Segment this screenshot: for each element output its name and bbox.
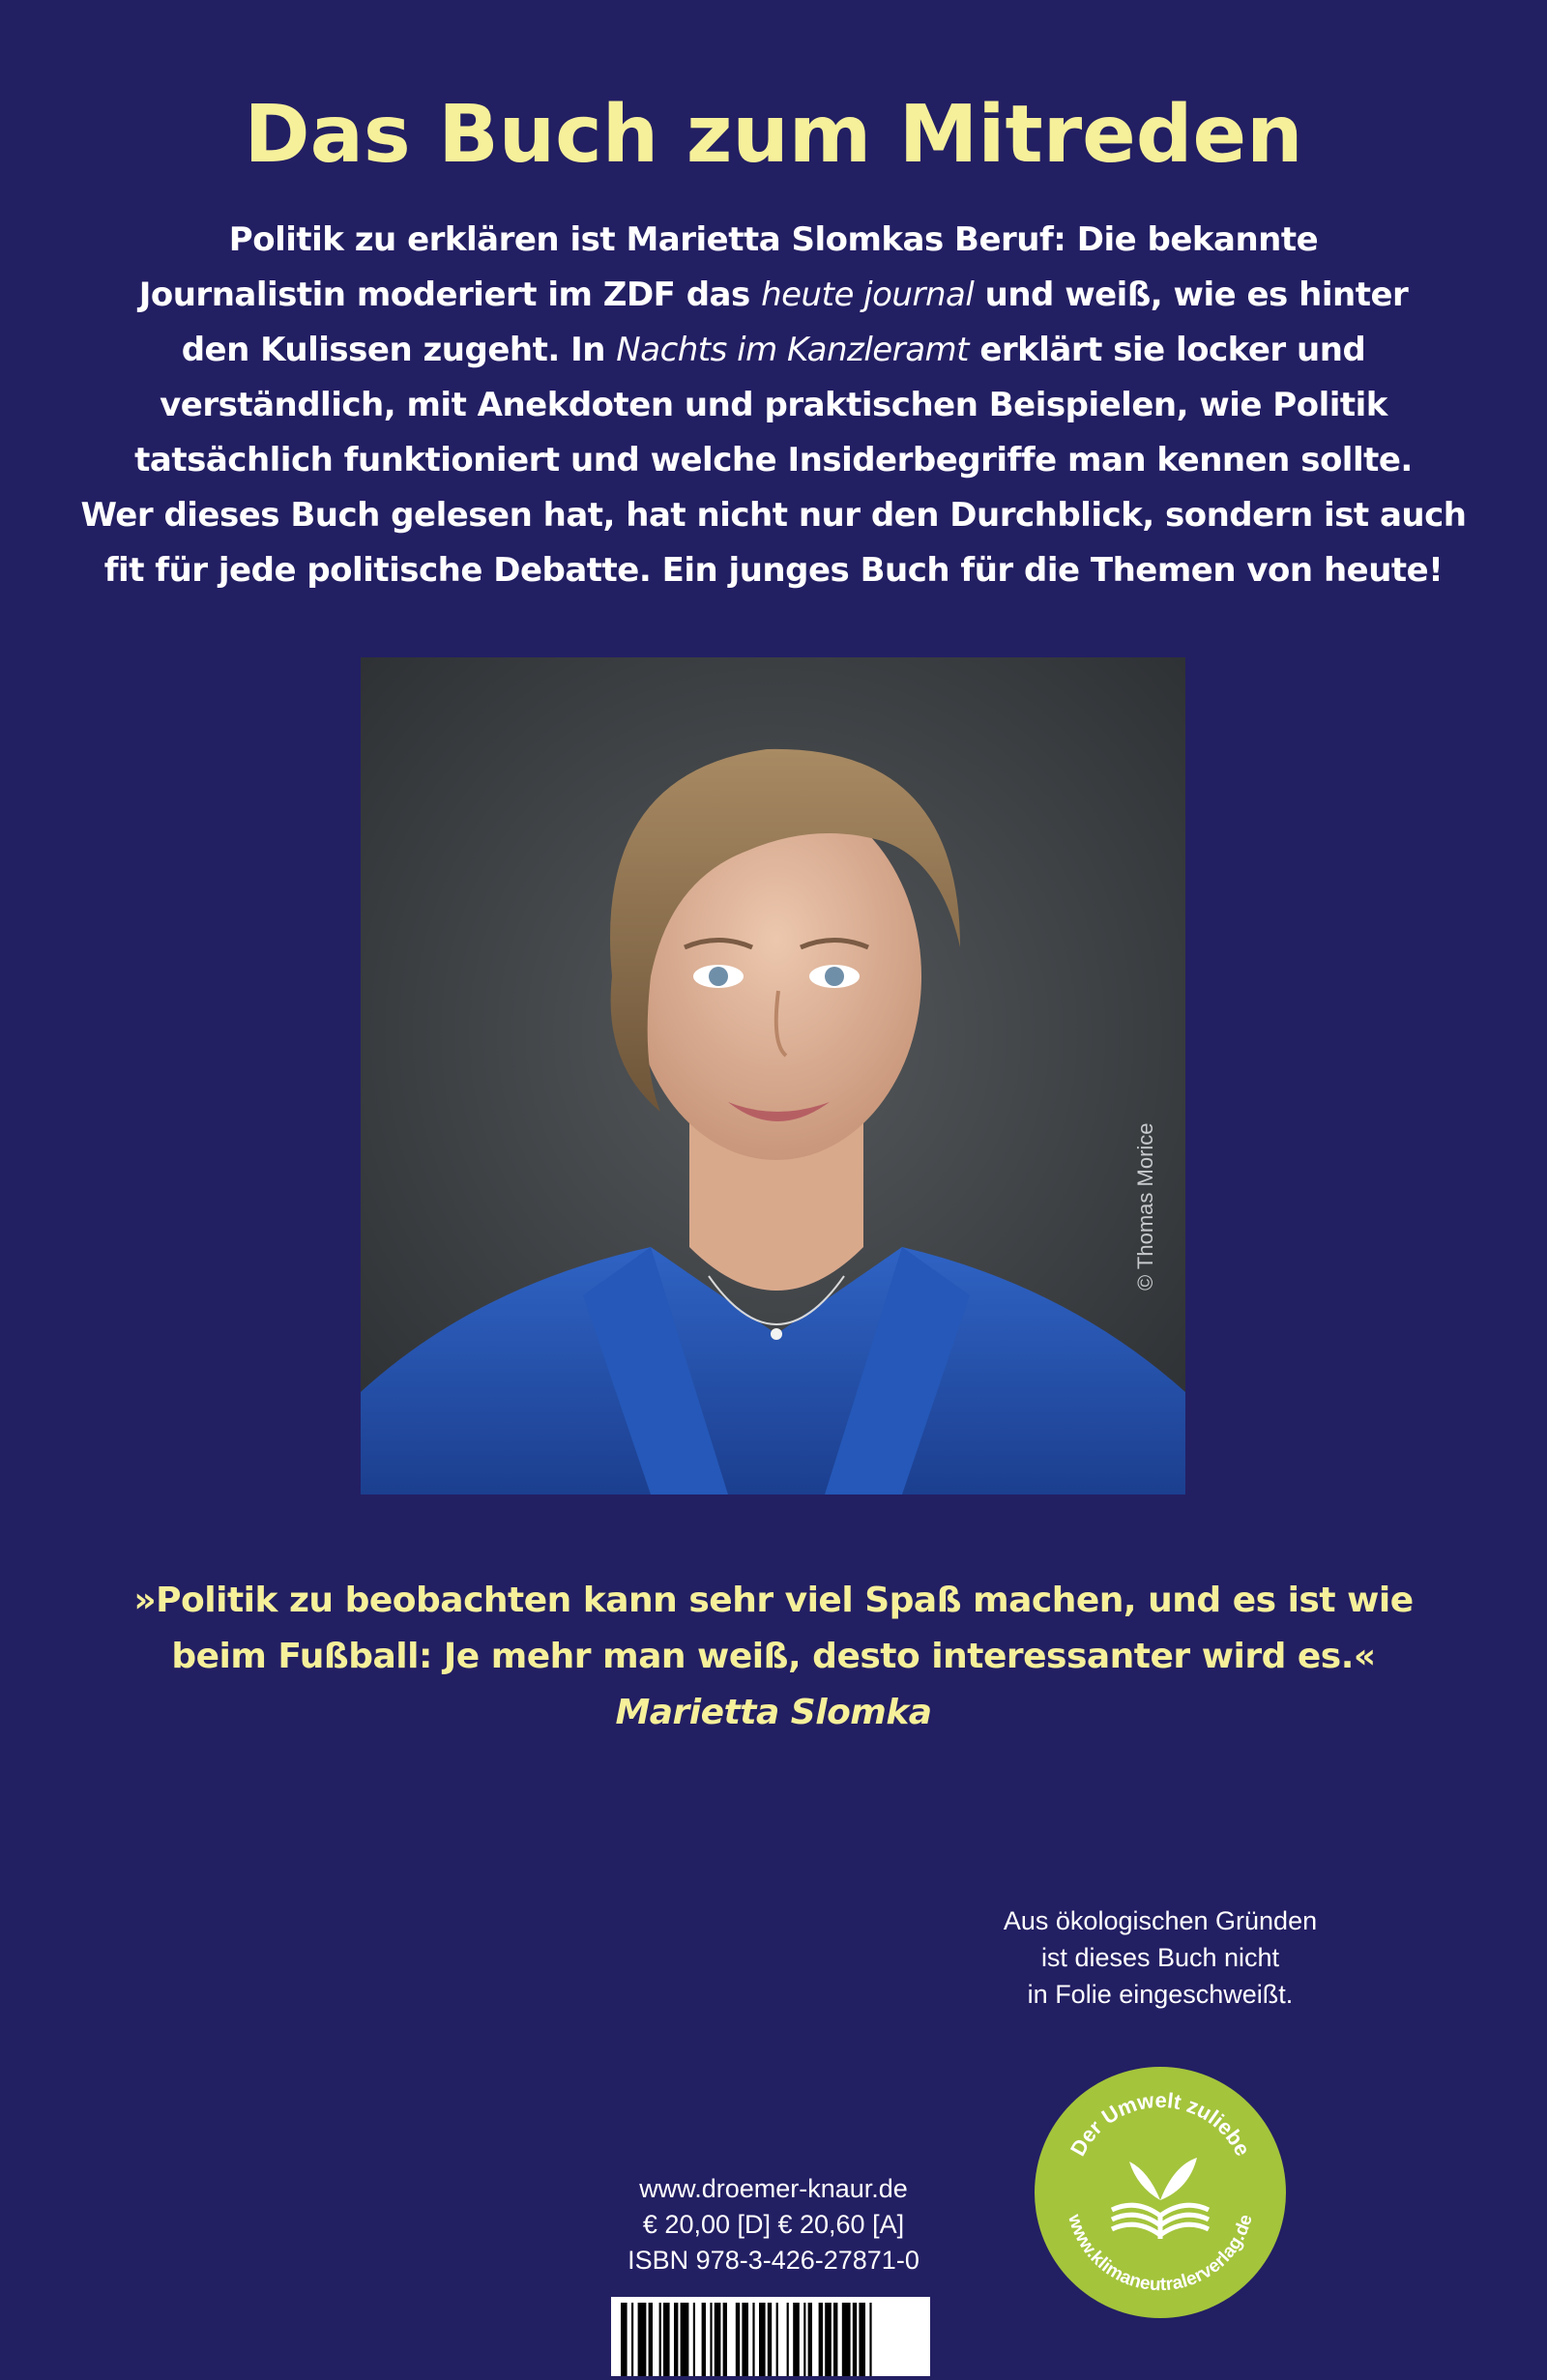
eco-line: ist dieses Buch nicht: [1040, 1943, 1280, 1972]
barcode-bar: [659, 2303, 661, 2376]
blurb-line: Politik zu erklären ist Marietta Slomkas Beruf: Die bekannte: [228, 220, 1319, 259]
barcode-bar: [663, 2303, 670, 2376]
blurb-emphasis: Nachts im Kanzleramt: [616, 331, 969, 369]
blurb-line: Wer dieses Buch gelesen hat, hat nicht nur den Durchblick, sondern ist auch: [80, 496, 1467, 535]
portrait-illustration: [361, 657, 1185, 1495]
photo-credit-text: © Thomas Morice: [1133, 1122, 1157, 1291]
author-quote: [0, 1573, 1547, 1741]
barcode-bar: [776, 2303, 778, 2376]
barcode-bar: [702, 2303, 706, 2376]
barcode-bar: [819, 2303, 823, 2376]
barcode-bar: [631, 2303, 633, 2376]
blurb-line: fit für jede politische Debatte. Ein junges Buch für die Themen von heute!: [103, 551, 1444, 590]
barcode-bar: [793, 2303, 800, 2376]
blurb-segment: Journalistin moderiert im ZDF das: [138, 276, 762, 314]
barcode-bar: [681, 2303, 689, 2376]
barcode-bar: [842, 2303, 851, 2376]
barcode-bar: [742, 2303, 748, 2376]
blurb-line: tatsächlich funktioniert und welche Insiderbegriffe man kennen sollte.: [134, 441, 1413, 479]
quote-line: »Politik zu beobachten kann sehr viel Spaß machen, und es ist wie: [133, 1581, 1414, 1620]
price: € 20,00 [D] € 20,60 [A]: [642, 2210, 905, 2239]
barcode-bar: [638, 2303, 647, 2376]
blurb-text: [0, 213, 1547, 598]
blurb-segment: und weiß, wie es hinter: [974, 276, 1409, 314]
barcode-bar: [859, 2303, 865, 2376]
barcode-bar: [723, 2303, 727, 2376]
blurb-segment: erklärt sie locker und: [968, 331, 1366, 369]
barcode-bar: [649, 2303, 653, 2376]
quote-author: Marietta Slomka: [615, 1693, 932, 1732]
barcode-bar: [715, 2303, 721, 2376]
author-portrait: [361, 657, 1185, 1495]
blurb-segment: den Kulissen zugeht. In: [181, 331, 617, 369]
quote-line: beim Fußball: Je mehr man weiß, desto interessanter wird es.«: [171, 1637, 1376, 1676]
seal-bottom-text: www.klimaneutralerverlag.de: [1064, 2212, 1257, 2296]
isbn: ISBN 978-3-426-27871-0: [628, 2246, 919, 2275]
barcode-bar: [825, 2303, 832, 2376]
barcode-bar: [752, 2303, 754, 2376]
publisher-url: www.droemer-knaur.de: [639, 2174, 908, 2203]
barcode-bar: [869, 2303, 871, 2376]
barcode-bar: [621, 2303, 628, 2376]
barcode-bar: [853, 2303, 857, 2376]
eco-notice: [977, 1902, 1344, 2013]
blurb-line: [0, 268, 1547, 323]
barcode-bar: [759, 2303, 766, 2376]
headline: Das Buch zum Mitreden: [244, 89, 1303, 181]
blurb-line: [0, 323, 1547, 378]
eco-line: in Folie eingeschweißt.: [1027, 1980, 1294, 2009]
barcode-bar: [710, 2303, 712, 2376]
seal-graphic: [1033, 2065, 1288, 2320]
barcode-bar: [768, 2303, 772, 2376]
barcode: [611, 2297, 930, 2376]
barcode-bar: [808, 2303, 812, 2376]
barcode-bars: [611, 2297, 930, 2376]
barcode-bar: [833, 2303, 837, 2376]
climate-neutral-seal: [1033, 2065, 1288, 2320]
barcode-bar: [736, 2303, 740, 2376]
barcode-bar: [803, 2303, 805, 2376]
blurb-emphasis: heute journal: [761, 276, 975, 314]
barcode-bar: [693, 2303, 695, 2376]
blurb-line: verständlich, mit Anekdoten und praktischen Beispielen, wie Politik: [160, 386, 1387, 424]
barcode-bar: [787, 2303, 789, 2376]
eco-line: Aus ökologischen Gründen: [1003, 1906, 1318, 1935]
barcode-bar: [674, 2303, 678, 2376]
seal-top-text: Der Umwelt zuliebe: [1065, 2087, 1256, 2161]
publisher-info: [580, 2171, 967, 2278]
